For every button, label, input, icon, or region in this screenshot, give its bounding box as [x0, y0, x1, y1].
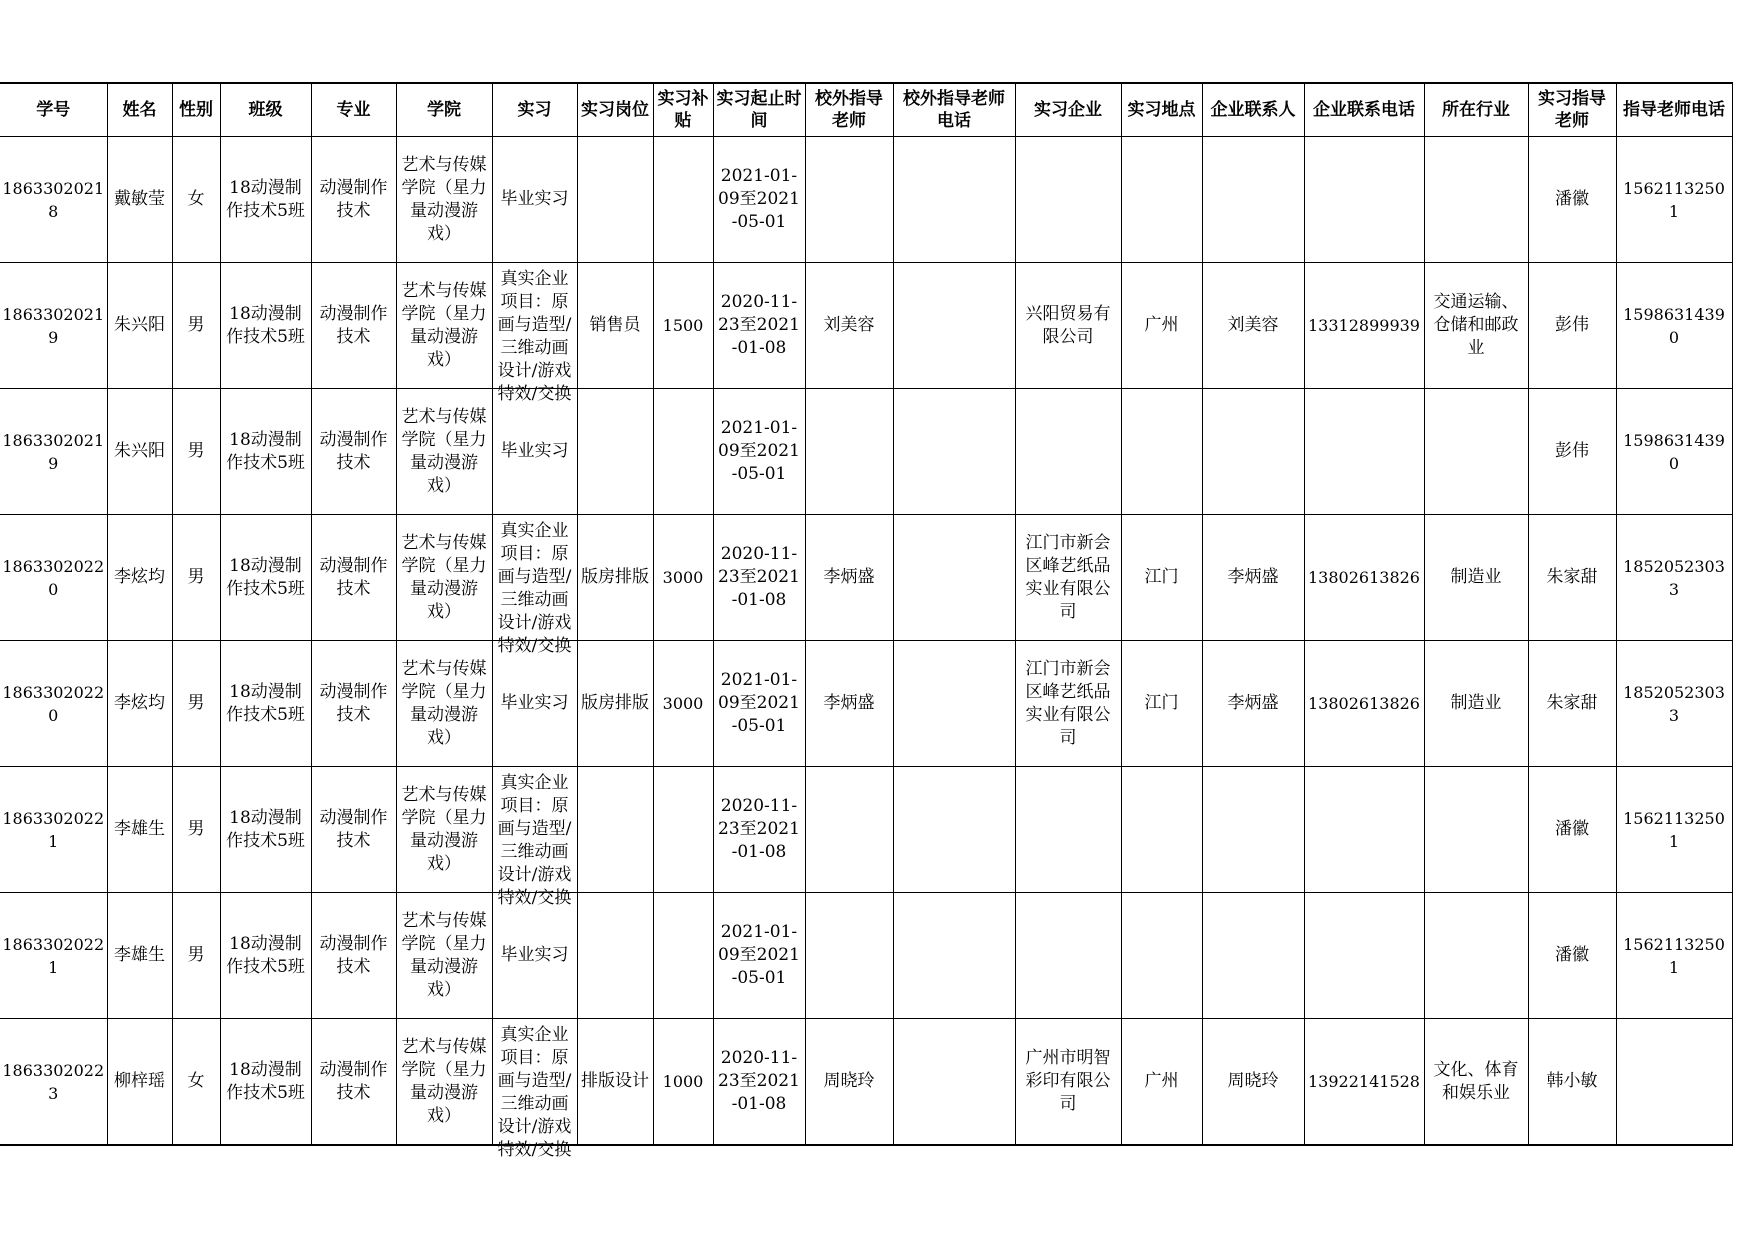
cell-industry — [1424, 515, 1528, 641]
cell-text: 潘徽 — [1555, 945, 1589, 965]
cell-text: 朱兴阳 — [114, 315, 165, 335]
cell-mentor — [1528, 263, 1616, 389]
cell-mentor-phone — [1616, 263, 1732, 389]
cell-student-id — [0, 767, 107, 893]
header-gender: 性别 — [172, 83, 220, 137]
cell-text: 2021-01-09至2021-05-01 — [718, 670, 800, 736]
cell-text: 艺术与传媒学院（星力量动漫游戏） — [401, 658, 487, 748]
cell-company — [1015, 641, 1121, 767]
cell-text: 李炳盛 — [823, 567, 875, 587]
cell-name — [107, 1019, 172, 1146]
header-mentor: 实习指导老师 — [1528, 83, 1616, 137]
cell-text: 动漫制作技术 — [319, 933, 388, 977]
cell-student-id — [0, 641, 107, 767]
cell-text: 18动漫制作技术5班 — [226, 429, 305, 473]
cell-gender — [172, 137, 220, 263]
cell-text: 18633020221 — [2, 934, 105, 977]
cell-mentor — [1528, 137, 1616, 263]
cell-text: 13802613826 — [1308, 568, 1420, 587]
cell-position — [577, 137, 653, 263]
cell-text: 18633020218 — [2, 178, 105, 221]
cell-college — [396, 263, 492, 389]
cell-internship-type — [492, 767, 577, 908]
cell-text: 18动漫制作技术5班 — [226, 681, 305, 725]
cell-subsidy — [653, 1019, 713, 1146]
cell-text: 广州 — [1144, 315, 1179, 335]
table-body — [0, 137, 1732, 1160]
cell-gender — [172, 515, 220, 641]
cell-external-mentor-phone — [893, 263, 1015, 389]
cell-text: 18动漫制作技术5班 — [226, 555, 305, 599]
cell-gender — [172, 263, 220, 389]
cell-major — [311, 515, 396, 641]
cell-text: 真实企业项目：原画与造型/三维动画设计/游戏特效/交换 — [497, 268, 572, 404]
cell-text: 江门市新会区峰艺纸品实业有限公司 — [1025, 532, 1111, 622]
cell-major — [311, 641, 396, 767]
cell-text: 兴阳贸易有限公司 — [1025, 303, 1111, 347]
header-name: 姓名 — [107, 83, 172, 137]
cell-text: 江门市新会区峰艺纸品实业有限公司 — [1025, 658, 1111, 748]
cell-text: 彭伟 — [1555, 315, 1589, 335]
cell-location — [1121, 389, 1202, 515]
table-row — [0, 137, 1732, 263]
cell-external-mentor-phone — [893, 515, 1015, 641]
header-college: 学院 — [396, 83, 492, 137]
cell-class — [220, 263, 311, 389]
cell-text: 广州市明智彩印有限公司 — [1025, 1048, 1111, 1114]
cell-text: 刘美容 — [1227, 315, 1279, 335]
cell-text: 女 — [187, 189, 205, 209]
cell-text: 动漫制作技术 — [319, 807, 388, 851]
cell-major — [311, 1019, 396, 1146]
cell-company — [1015, 893, 1121, 1019]
cell-period — [713, 137, 805, 263]
cell-major — [311, 767, 396, 893]
cell-company-phone — [1304, 1019, 1424, 1146]
cell-mentor — [1528, 893, 1616, 1019]
cell-text: 1500 — [662, 316, 704, 335]
cell-text: 2021-01-09至2021-05-01 — [718, 418, 800, 484]
cell-industry — [1424, 893, 1528, 1019]
cell-company-contact — [1202, 389, 1304, 515]
cell-text: 13312899939 — [1308, 316, 1420, 335]
cell-text: 毕业实习 — [500, 189, 569, 209]
cell-text: 动漫制作技术 — [319, 177, 388, 221]
cell-college — [396, 1019, 492, 1146]
cell-mentor-phone — [1616, 1019, 1732, 1146]
cell-text: 动漫制作技术 — [319, 429, 388, 473]
cell-internship-type — [492, 137, 577, 263]
cell-external-mentor-phone — [893, 641, 1015, 767]
cell-subsidy — [653, 515, 713, 641]
cell-external-mentor — [805, 767, 893, 893]
cell-company-phone — [1304, 389, 1424, 515]
cell-name — [107, 389, 172, 515]
cell-student-id — [0, 893, 107, 1019]
cell-company-contact — [1202, 515, 1304, 641]
header-position: 实习岗位 — [577, 83, 653, 137]
cell-text: 李炳盛 — [1227, 567, 1279, 587]
cell-text: 彭伟 — [1555, 441, 1589, 461]
cell-period — [713, 641, 805, 767]
cell-internship-type — [492, 515, 577, 656]
table-row — [0, 389, 1732, 515]
cell-text: 动漫制作技术 — [319, 303, 388, 347]
cell-name — [107, 137, 172, 263]
internship-table — [0, 82, 1733, 1160]
cell-text: 柳梓瑶 — [114, 1071, 165, 1091]
table-row — [0, 1019, 1732, 1146]
cell-industry — [1424, 767, 1528, 893]
cell-industry — [1424, 389, 1528, 515]
cell-text: 2020-11-23至2021-01-08 — [718, 1048, 800, 1114]
cell-company-phone — [1304, 515, 1424, 641]
cell-text: 男 — [187, 441, 205, 461]
cell-text: 朱兴阳 — [114, 441, 165, 461]
cell-text: 男 — [187, 567, 205, 587]
cell-college — [396, 641, 492, 767]
cell-external-mentor — [805, 641, 893, 767]
cell-class — [220, 1019, 311, 1146]
cell-text: 李炫均 — [114, 567, 165, 587]
header-company: 实习企业 — [1015, 83, 1121, 137]
cell-mentor — [1528, 1019, 1616, 1146]
cell-major — [311, 137, 396, 263]
cell-position — [577, 1019, 653, 1146]
cell-internship-type — [492, 263, 577, 404]
cell-class — [220, 893, 311, 1019]
cell-subsidy — [653, 641, 713, 767]
cell-text: 江门 — [1144, 693, 1179, 713]
cell-name — [107, 893, 172, 1019]
cell-subsidy — [653, 893, 713, 1019]
cell-text: 2021-01-09至2021-05-01 — [718, 166, 800, 232]
cell-position — [577, 641, 653, 767]
cell-subsidy — [653, 389, 713, 515]
cell-college — [396, 137, 492, 263]
header-student-id: 学号 — [0, 83, 107, 137]
header-company-phone: 企业联系电话 — [1304, 83, 1424, 137]
cell-location — [1121, 137, 1202, 263]
cell-student-id — [0, 1019, 107, 1146]
cell-period — [713, 263, 805, 389]
cell-student-id — [0, 137, 107, 263]
cell-external-mentor-phone — [893, 767, 1015, 893]
internship-sheet — [0, 82, 1733, 1160]
cell-class — [220, 641, 311, 767]
cell-company — [1015, 263, 1121, 389]
cell-text: 潘徽 — [1555, 819, 1589, 839]
cell-text: 文化、体育和娱乐业 — [1433, 1059, 1519, 1103]
cell-text: 刘美容 — [823, 315, 875, 335]
cell-external-mentor — [805, 1019, 893, 1146]
cell-text: 18520523033 — [1623, 682, 1725, 725]
cell-location — [1121, 893, 1202, 1019]
cell-internship-type — [492, 893, 577, 1019]
cell-text: 朱家甜 — [1546, 693, 1598, 713]
cell-external-mentor — [805, 893, 893, 1019]
cell-text: 广州 — [1144, 1071, 1179, 1091]
cell-text: 版房排版 — [581, 693, 649, 713]
cell-text: 排版设计 — [581, 1071, 649, 1091]
cell-college — [396, 767, 492, 893]
cell-company-contact — [1202, 641, 1304, 767]
header-industry: 所在行业 — [1424, 83, 1528, 137]
cell-text: 制造业 — [1450, 693, 1502, 713]
cell-subsidy — [653, 137, 713, 263]
cell-text: 15621132501 — [1623, 178, 1725, 221]
cell-gender — [172, 767, 220, 893]
cell-name — [107, 263, 172, 389]
cell-mentor-phone — [1616, 767, 1732, 893]
cell-period — [713, 893, 805, 1019]
cell-class — [220, 515, 311, 641]
cell-external-mentor-phone — [893, 1019, 1015, 1146]
cell-location — [1121, 767, 1202, 893]
cell-location — [1121, 641, 1202, 767]
cell-text: 真实企业项目：原画与造型/三维动画设计/游戏特效/交换 — [497, 1024, 572, 1160]
cell-text: 15986314390 — [1623, 430, 1725, 473]
cell-student-id — [0, 389, 107, 515]
cell-text: 男 — [187, 315, 205, 335]
cell-text: 15986314390 — [1623, 304, 1725, 347]
cell-position — [577, 893, 653, 1019]
cell-text: 江门 — [1144, 567, 1179, 587]
cell-text: 2020-11-23至2021-01-08 — [718, 796, 800, 862]
cell-gender — [172, 641, 220, 767]
cell-location — [1121, 515, 1202, 641]
cell-external-mentor-phone — [893, 893, 1015, 1019]
cell-student-id — [0, 263, 107, 389]
cell-text: 毕业实习 — [500, 945, 569, 965]
cell-text: 18520523033 — [1623, 556, 1725, 599]
cell-name — [107, 767, 172, 893]
cell-gender — [172, 1019, 220, 1146]
cell-mentor — [1528, 515, 1616, 641]
cell-text: 李炳盛 — [1227, 693, 1279, 713]
cell-class — [220, 389, 311, 515]
cell-mentor-phone — [1616, 137, 1732, 263]
cell-text: 版房排版 — [581, 567, 649, 587]
cell-text: 18633020219 — [2, 430, 105, 473]
cell-mentor-phone — [1616, 515, 1732, 641]
cell-text: 李雄生 — [114, 945, 165, 965]
cell-text: 李雄生 — [114, 819, 165, 839]
cell-industry — [1424, 1019, 1528, 1146]
cell-text: 制造业 — [1450, 567, 1502, 587]
cell-text: 18动漫制作技术5班 — [226, 303, 305, 347]
cell-student-id — [0, 515, 107, 641]
cell-company-contact — [1202, 893, 1304, 1019]
header-external-mentor: 校外指导老师 — [805, 83, 893, 137]
cell-college — [396, 389, 492, 515]
cell-external-mentor — [805, 263, 893, 389]
cell-text: 男 — [187, 693, 205, 713]
cell-text: 18动漫制作技术5班 — [226, 807, 305, 851]
header-external-mentor-phone: 校外指导老师电话 — [893, 83, 1015, 137]
cell-text: 交通运输、仓储和邮政业 — [1433, 292, 1519, 358]
cell-text: 15621132501 — [1623, 934, 1725, 977]
cell-text: 动漫制作技术 — [319, 1059, 388, 1103]
cell-text: 18633020220 — [2, 682, 105, 725]
cell-text: 潘徽 — [1555, 189, 1589, 209]
cell-text: 18633020220 — [2, 556, 105, 599]
header-class: 班级 — [220, 83, 311, 137]
header-location: 实习地点 — [1121, 83, 1202, 137]
cell-text: 13922141528 — [1308, 1072, 1420, 1091]
cell-text: 女 — [187, 1071, 205, 1091]
cell-company-phone — [1304, 263, 1424, 389]
cell-text: 2021-01-09至2021-05-01 — [718, 922, 800, 988]
cell-major — [311, 263, 396, 389]
cell-text: 3000 — [662, 568, 704, 587]
cell-external-mentor — [805, 515, 893, 641]
table-row — [0, 515, 1732, 641]
cell-name — [107, 515, 172, 641]
cell-company — [1015, 515, 1121, 641]
cell-name — [107, 641, 172, 767]
cell-gender — [172, 389, 220, 515]
header-period: 实习起止时间 — [713, 83, 805, 137]
cell-class — [220, 767, 311, 893]
cell-text: 真实企业项目：原画与造型/三维动画设计/游戏特效/交换 — [497, 772, 572, 908]
table-row — [0, 893, 1732, 1019]
cell-text: 韩小敏 — [1546, 1071, 1598, 1091]
cell-mentor — [1528, 389, 1616, 515]
cell-text: 18动漫制作技术5班 — [226, 1059, 305, 1103]
cell-text: 艺术与传媒学院（星力量动漫游戏） — [401, 154, 487, 244]
cell-position — [577, 767, 653, 893]
header-internship-type: 实习 — [492, 83, 577, 137]
header-mentor-phone: 指导老师电话 — [1616, 83, 1732, 137]
header-subsidy: 实习补贴 — [653, 83, 713, 137]
cell-text: 艺术与传媒学院（星力量动漫游戏） — [401, 406, 487, 496]
cell-external-mentor — [805, 389, 893, 515]
cell-company — [1015, 137, 1121, 263]
cell-text: 戴敏莹 — [114, 189, 165, 209]
cell-industry — [1424, 641, 1528, 767]
cell-industry — [1424, 137, 1528, 263]
cell-company-phone — [1304, 137, 1424, 263]
cell-external-mentor — [805, 137, 893, 263]
cell-period — [713, 767, 805, 893]
cell-position — [577, 263, 653, 389]
cell-college — [396, 893, 492, 1019]
cell-subsidy — [653, 263, 713, 389]
cell-text: 周晓玲 — [823, 1071, 875, 1091]
cell-text: 18动漫制作技术5班 — [226, 933, 305, 977]
cell-text: 18633020221 — [2, 808, 105, 851]
cell-mentor-phone — [1616, 389, 1732, 515]
cell-text: 3000 — [662, 694, 704, 713]
cell-company-phone — [1304, 893, 1424, 1019]
cell-text: 2020-11-23至2021-01-08 — [718, 292, 800, 358]
cell-industry — [1424, 263, 1528, 389]
cell-mentor-phone — [1616, 893, 1732, 1019]
cell-gender — [172, 893, 220, 1019]
cell-text: 18633020223 — [2, 1060, 105, 1103]
cell-text: 朱家甜 — [1546, 567, 1598, 587]
cell-class — [220, 137, 311, 263]
cell-text: 13802613826 — [1308, 694, 1420, 713]
cell-text: 销售员 — [589, 315, 641, 335]
cell-company-contact — [1202, 263, 1304, 389]
cell-text: 艺术与传媒学院（星力量动漫游戏） — [401, 1036, 487, 1126]
cell-company-contact — [1202, 137, 1304, 263]
cell-external-mentor-phone — [893, 389, 1015, 515]
header-row — [0, 83, 1732, 137]
cell-company-contact — [1202, 1019, 1304, 1146]
cell-subsidy — [653, 767, 713, 893]
cell-internship-type — [492, 641, 577, 767]
cell-mentor — [1528, 767, 1616, 893]
cell-major — [311, 893, 396, 1019]
cell-text: 真实企业项目：原画与造型/三维动画设计/游戏特效/交换 — [497, 520, 572, 656]
cell-text: 男 — [187, 945, 205, 965]
header-company-contact: 企业联系人 — [1202, 83, 1304, 137]
header-major: 专业 — [311, 83, 396, 137]
cell-text: 2020-11-23至2021-01-08 — [718, 544, 800, 610]
cell-text: 1000 — [662, 1072, 704, 1091]
cell-mentor-phone — [1616, 641, 1732, 767]
cell-text: 艺术与传媒学院（星力量动漫游戏） — [401, 784, 487, 874]
cell-text: 男 — [187, 819, 205, 839]
cell-text: 李炳盛 — [823, 693, 875, 713]
cell-text: 艺术与传媒学院（星力量动漫游戏） — [401, 280, 487, 370]
cell-text: 艺术与传媒学院（星力量动漫游戏） — [401, 532, 487, 622]
cell-position — [577, 515, 653, 641]
cell-company-contact — [1202, 767, 1304, 893]
cell-period — [713, 389, 805, 515]
cell-text: 18633020219 — [2, 304, 105, 347]
cell-position — [577, 389, 653, 515]
cell-internship-type — [492, 389, 577, 515]
table-row — [0, 767, 1732, 893]
cell-text: 李炫均 — [114, 693, 165, 713]
cell-period — [713, 1019, 805, 1146]
cell-company — [1015, 1019, 1121, 1146]
cell-location — [1121, 1019, 1202, 1146]
cell-text: 15621132501 — [1623, 808, 1725, 851]
cell-college — [396, 515, 492, 641]
cell-company — [1015, 767, 1121, 893]
cell-text: 18动漫制作技术5班 — [226, 177, 305, 221]
cell-text: 动漫制作技术 — [319, 555, 388, 599]
cell-company-phone — [1304, 767, 1424, 893]
cell-period — [713, 515, 805, 641]
cell-text: 周晓玲 — [1227, 1071, 1279, 1091]
cell-text: 艺术与传媒学院（星力量动漫游戏） — [401, 910, 487, 1000]
cell-location — [1121, 263, 1202, 389]
table-row — [0, 641, 1732, 767]
cell-text: 毕业实习 — [500, 441, 569, 461]
cell-company — [1015, 389, 1121, 515]
cell-major — [311, 389, 396, 515]
cell-external-mentor-phone — [893, 137, 1015, 263]
cell-company-phone — [1304, 641, 1424, 767]
cell-internship-type — [492, 1019, 577, 1160]
cell-text: 毕业实习 — [500, 693, 569, 713]
cell-text: 动漫制作技术 — [319, 681, 388, 725]
table-row — [0, 263, 1732, 389]
cell-mentor — [1528, 641, 1616, 767]
